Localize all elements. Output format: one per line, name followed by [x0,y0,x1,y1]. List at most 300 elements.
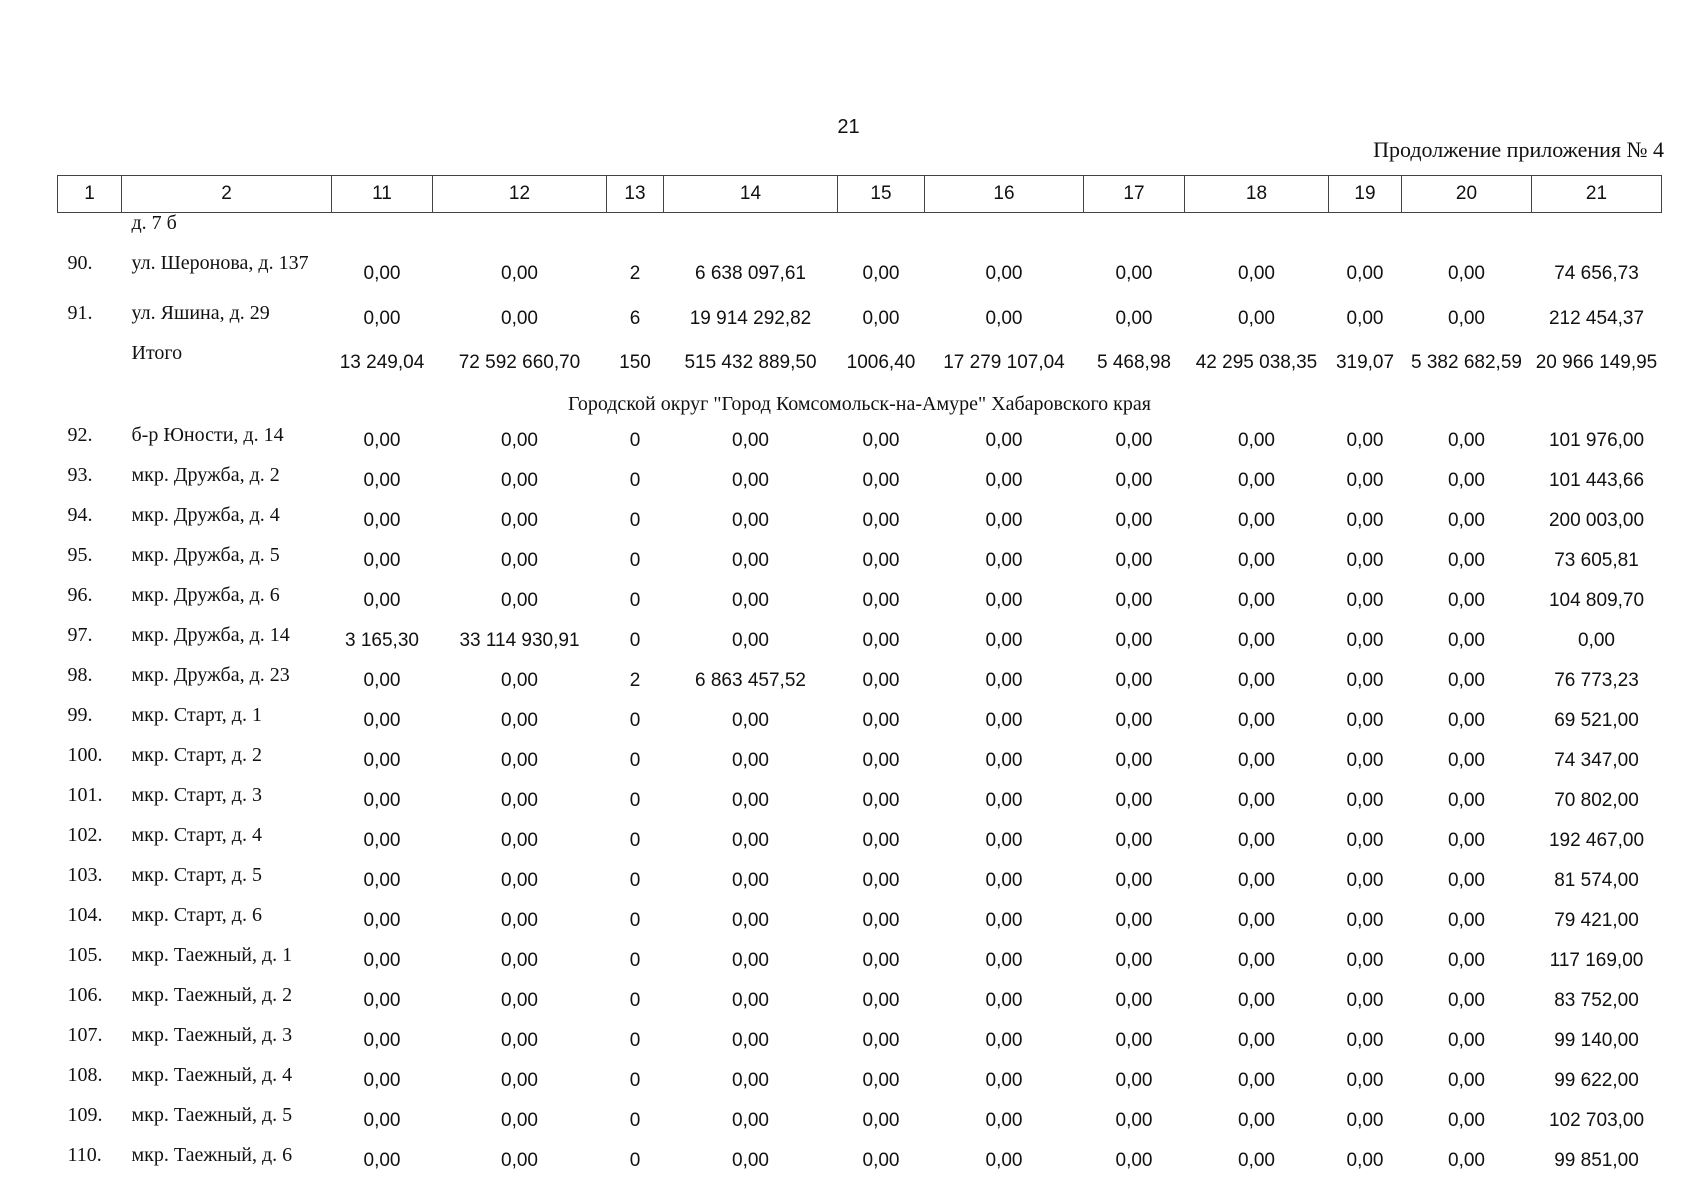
header-row [58,176,1662,213]
value-cell: 0,00 [1238,263,1275,284]
value-cell: 0,00 [501,750,538,771]
value-cell: 6 863 457,52 [695,670,806,691]
value-cell: 0,00 [732,1030,769,1051]
table-row [58,701,1662,741]
value-cell: 0,00 [1346,750,1384,771]
value-cell: 0,00 [501,590,538,611]
value-cell: 0,00 [1115,1070,1153,1091]
row-number-cell: 93. [67,464,93,486]
value-cell: 0,00 [1448,510,1485,531]
value-cell: 0,00 [862,790,900,811]
row-number-cell: 109. [67,1104,103,1126]
value-cell: 0,00 [363,1150,401,1171]
value-cell [664,213,838,250]
value-cell: 79 421,00 [1554,910,1639,931]
value-cell: 0,00 [363,1030,401,1051]
total-value-cell: 72 592 660,70 [458,352,581,373]
value-cell [925,213,1084,250]
address-cell: мкр. Таежный, д. 2 [131,984,293,1006]
value-cell: 0,00 [732,430,769,451]
value-cell: 99 140,00 [1554,1030,1639,1051]
value-cell: 0,00 [1448,790,1485,811]
value-cell: 0 [629,1030,641,1051]
column-header: 1 [58,176,122,213]
value-cell: 0,00 [1346,263,1384,284]
table-row [58,741,1662,781]
value-cell: 0 [629,710,641,731]
value-cell: 0,00 [363,590,401,611]
address-cell: мкр. Старт, д. 3 [131,784,262,806]
row-number-cell: 108. [67,1064,103,1086]
value-cell: 0,00 [501,870,538,891]
total-value-cell: 150 [619,352,651,373]
value-cell: 0,00 [363,870,401,891]
column-header: 2 [122,176,332,213]
value-cell: 0,00 [862,430,900,451]
value-cell: 0,00 [862,470,900,491]
value-cell: 0,00 [732,1070,769,1091]
value-cell: 0,00 [501,910,538,931]
value-cell: 0,00 [1115,870,1153,891]
value-cell: 0,00 [1115,430,1153,451]
value-cell: 0 [629,630,641,651]
value-cell [1329,213,1402,250]
value-cell: 0,00 [985,470,1023,491]
value-cell: 0,00 [1448,1110,1485,1131]
value-cell: 33 114 930,91 [459,630,580,651]
row-number-cell: 98. [67,664,93,686]
value-cell: 0,00 [501,830,538,851]
value-cell: 101 443,66 [1548,470,1645,491]
value-cell: 0,00 [1115,263,1153,284]
value-cell: 0,00 [732,710,769,731]
value-cell: 0,00 [1115,1150,1153,1171]
value-cell: 99 851,00 [1554,1150,1639,1171]
value-cell: 0 [629,1070,641,1091]
table-row [58,821,1662,861]
value-cell: 0,00 [1115,510,1153,531]
table-row [58,661,1662,701]
value-cell: 3 165,30 [345,630,419,651]
value-cell: 0,00 [501,790,538,811]
value-cell: 0,00 [862,263,900,284]
total-value-cell: 5 468,98 [1097,352,1171,373]
value-cell: 0,00 [1238,630,1275,651]
address-cell: б-р Юности, д. 14 [131,424,284,446]
column-header: 15 [838,176,925,213]
value-cell: 0,00 [1448,430,1485,451]
address-cell: мкр. Таежный, д. 6 [131,1144,293,1166]
value-cell: 0,00 [985,1030,1023,1051]
value-cell: 0,00 [1448,263,1485,284]
value-cell: 0,00 [501,710,538,731]
value-cell: 0,00 [732,750,769,771]
value-cell: 0,00 [501,1150,538,1171]
value-cell: 0,00 [1346,790,1384,811]
row-number-cell: 101. [67,784,103,806]
value-cell: 0,00 [985,430,1023,451]
table-row [58,941,1662,981]
value-cell: 0,00 [363,830,401,851]
value-cell: 0,00 [1238,550,1275,571]
row-number-cell: 104. [67,904,103,926]
value-cell: 0,00 [732,590,769,611]
value-cell: 212 454,37 [1548,308,1645,329]
value-cell: 0,00 [732,550,769,571]
value-cell: 0,00 [862,870,900,891]
value-cell: 0,00 [363,1070,401,1091]
row-number-cell: 92. [67,424,93,446]
value-cell: 0,00 [1115,1030,1153,1051]
value-cell: 0,00 [1115,830,1153,851]
total-label: Итого [131,342,183,364]
value-cell: 0,00 [1346,630,1384,651]
row-number-cell: 100. [67,744,103,766]
value-cell: 0,00 [985,590,1023,611]
value-cell: 0,00 [1448,470,1485,491]
value-cell: 0,00 [501,510,538,531]
value-cell: 104 809,70 [1548,590,1645,611]
table-row [58,861,1662,901]
value-cell: 0,00 [501,550,538,571]
value-cell: 74 347,00 [1554,750,1639,771]
value-cell: 0 [629,910,641,931]
value-cell: 0,00 [1115,470,1153,491]
value-cell [433,213,607,250]
value-cell: 0,00 [1115,630,1153,651]
table-row [58,421,1662,461]
value-cell: 0,00 [1448,910,1485,931]
value-cell: 0,00 [1448,670,1485,691]
value-cell: 0,00 [985,1150,1023,1171]
value-cell: 0,00 [1346,870,1384,891]
table-row [58,1101,1662,1141]
value-cell: 0,00 [862,1030,900,1051]
table-row [58,981,1662,1021]
value-cell: 0,00 [363,670,401,691]
column-header: 21 [1532,176,1662,213]
value-cell: 0,00 [862,308,900,329]
value-cell: 0,00 [1578,630,1615,651]
value-cell: 0,00 [1238,1070,1275,1091]
value-cell: 0,00 [985,550,1023,571]
carry-over-row [58,213,1662,250]
table-row [58,781,1662,821]
value-cell: 0,00 [985,710,1023,731]
value-cell: 0,00 [1238,670,1275,691]
value-cell: 0,00 [1238,1110,1275,1131]
value-cell: 0,00 [1238,1150,1275,1171]
value-cell: 0,00 [1346,510,1384,531]
value-cell: 0 [629,1110,641,1131]
address-cell: мкр. Дружба, д. 14 [131,624,290,646]
value-cell: 0,00 [1115,550,1153,571]
value-cell: 0,00 [1346,670,1384,691]
value-cell: 0,00 [1346,550,1384,571]
value-cell: 0 [629,950,641,971]
column-header: 18 [1185,176,1329,213]
value-cell: 0,00 [1238,910,1275,931]
value-cell: 0,00 [1346,1110,1384,1131]
value-cell: 0,00 [501,308,538,329]
column-header: 12 [433,176,607,213]
value-cell: 0,00 [1448,710,1485,731]
value-cell: 0,00 [1238,950,1275,971]
value-cell: 0,00 [985,670,1023,691]
value-cell: 0,00 [501,1070,538,1091]
value-cell: 0,00 [1115,750,1153,771]
address-cell: ул. Шеронова, д. 137 [131,252,309,274]
value-cell: 73 605,81 [1554,550,1639,571]
address-cell: мкр. Старт, д. 2 [131,744,262,766]
value-cell: 0,00 [862,950,900,971]
value-cell: 0,00 [363,510,401,531]
value-cell: 0,00 [363,1110,401,1131]
value-cell: 0,00 [1346,990,1384,1011]
table-row [58,299,1662,339]
address-cell: ул. Яшина, д. 29 [131,302,270,324]
value-cell: 0 [629,1150,641,1171]
value-cell: 0,00 [363,308,401,329]
value-cell: 0,00 [732,950,769,971]
value-cell: 0,00 [862,1070,900,1091]
value-cell: 0,00 [501,1030,538,1051]
value-cell: 0,00 [1238,750,1275,771]
value-cell [332,213,433,250]
address-cell: мкр. Старт, д. 4 [131,824,262,846]
value-cell: 0,00 [985,790,1023,811]
value-cell: 69 521,00 [1554,710,1639,731]
value-cell: 0,00 [1238,870,1275,891]
row-number-cell: 91. [67,302,93,324]
value-cell [1402,213,1532,250]
address-cell: мкр. Старт, д. 1 [131,704,262,726]
value-cell: 0,00 [862,830,900,851]
row-number-cell: 97. [67,624,93,646]
value-cell: 0 [629,510,641,531]
column-header: 19 [1329,176,1402,213]
row-number-cell: 110. [67,1144,102,1166]
value-cell: 0 [629,550,641,571]
value-cell: 0,00 [1448,1070,1485,1091]
address-cell: мкр. Дружба, д. 6 [131,584,280,606]
value-cell: 0,00 [985,750,1023,771]
address-cell: мкр. Дружба, д. 4 [131,504,280,526]
value-cell: 0,00 [1346,910,1384,931]
value-cell: 0,00 [1448,550,1485,571]
value-cell: 0,00 [862,990,900,1011]
address-cell: мкр. Старт, д. 6 [131,904,262,926]
value-cell: 0,00 [1238,990,1275,1011]
value-cell: 0,00 [985,990,1023,1011]
value-cell: 0,00 [985,510,1023,531]
value-cell: 6 638 097,61 [695,263,806,284]
value-cell: 0,00 [862,510,900,531]
value-cell: 0,00 [862,1150,900,1171]
value-cell: 70 802,00 [1554,790,1639,811]
value-cell: 0,00 [1448,750,1485,771]
row-number-cell: 99. [67,704,93,726]
value-cell: 0,00 [1238,430,1275,451]
table-row [58,901,1662,941]
table-row [58,1021,1662,1061]
value-cell: 0,00 [363,990,401,1011]
row-number-cell: 102. [67,824,103,846]
value-cell: 0,00 [1448,990,1485,1011]
value-cell: 0,00 [1448,1150,1485,1171]
total-value-cell: 17 279 107,04 [943,352,1065,373]
value-cell: 0,00 [732,630,769,651]
value-cell: 0,00 [1448,308,1485,329]
value-cell: 0,00 [732,1110,769,1131]
table-row [58,1141,1662,1181]
value-cell: 81 574,00 [1554,870,1639,891]
value-cell: 0,00 [985,950,1023,971]
value-cell: 6 [629,308,641,329]
address-cell: мкр. Таежный, д. 1 [131,944,293,966]
value-cell: 0,00 [363,550,401,571]
value-cell: 0,00 [1346,308,1384,329]
value-cell: 0,00 [1448,1030,1485,1051]
value-cell: 0,00 [501,430,538,451]
value-cell: 83 752,00 [1554,990,1639,1011]
table-row [58,621,1662,661]
table-row [58,501,1662,541]
value-cell: 0,00 [1115,308,1153,329]
value-cell: 0,00 [985,630,1023,651]
value-cell: 0,00 [1115,950,1153,971]
value-cell: 0,00 [1238,308,1275,329]
row-number-cell: 96. [67,584,93,606]
column-header: 11 [332,176,433,213]
value-cell: 0,00 [1346,1030,1384,1051]
value-cell: 0 [629,830,641,851]
value-cell: 0,00 [1346,1070,1384,1091]
row-number-cell: 106. [67,984,103,1006]
value-cell: 0 [629,790,641,811]
table-body [58,213,1662,1182]
value-cell: 0,00 [1448,830,1485,851]
table-row [58,1061,1662,1101]
column-header: 16 [925,176,1084,213]
total-value-cell: 515 432 889,50 [684,352,817,373]
total-value-cell: 42 295 038,35 [1195,352,1318,373]
value-cell: 0,00 [732,990,769,1011]
value-cell: 0,00 [1448,950,1485,971]
value-cell: 0,00 [363,470,401,491]
address-cell: мкр. Дружба, д. 23 [131,664,290,686]
value-cell: 0,00 [1115,710,1153,731]
row-number-cell: 90. [67,252,93,274]
value-cell: 0,00 [1346,710,1384,731]
value-cell: 0,00 [363,950,401,971]
value-cell: 0,00 [1238,510,1275,531]
value-cell: 102 703,00 [1548,1110,1645,1131]
value-cell [1084,213,1185,250]
value-cell: 200 003,00 [1548,510,1645,531]
value-cell: 0,00 [732,470,769,491]
value-cell: 0,00 [363,263,401,284]
value-cell: 0,00 [1115,790,1153,811]
value-cell: 0,00 [985,308,1023,329]
table-row [58,249,1662,299]
column-header: 14 [664,176,838,213]
value-cell: 0,00 [501,263,538,284]
column-header: 17 [1084,176,1185,213]
value-cell: 0,00 [1115,990,1153,1011]
address-cell: мкр. Таежный, д. 3 [131,1024,293,1046]
column-header: 13 [607,176,664,213]
row-number-cell: 94. [67,504,93,526]
value-cell: 0,00 [1238,590,1275,611]
value-cell: 0,00 [1115,1110,1153,1131]
table-row [58,541,1662,581]
value-cell: 0,00 [862,750,900,771]
table-row [58,581,1662,621]
value-cell: 0,00 [363,710,401,731]
address-cell: мкр. Таежный, д. 4 [131,1064,293,1086]
value-cell: 0,00 [862,550,900,571]
value-cell: 0,00 [985,910,1023,931]
value-cell: 0,00 [985,830,1023,851]
total-value-cell: 20 966 149,95 [1535,352,1658,373]
total-value-cell: 319,07 [1335,352,1395,373]
value-cell: 0,00 [1448,630,1485,651]
value-cell: 0,00 [1346,1150,1384,1171]
value-cell: 0,00 [363,750,401,771]
value-cell: 117 169,00 [1549,950,1644,971]
value-cell: 0,00 [862,910,900,931]
value-cell: 0,00 [862,1110,900,1131]
value-cell: 0,00 [363,430,401,451]
value-cell: 0,00 [732,830,769,851]
value-cell: 0,00 [862,670,900,691]
total-row [58,339,1662,387]
value-cell: 0,00 [501,1110,538,1131]
row-number-cell [58,213,122,250]
value-cell: 0,00 [363,790,401,811]
data-table [57,175,1662,1181]
value-cell: 0 [629,870,641,891]
value-cell: 19 914 292,82 [689,308,812,329]
value-cell: 0,00 [1238,830,1275,851]
value-cell: 0,00 [732,510,769,531]
address-cell: д. 7 б [131,212,177,234]
value-cell: 2 [629,263,641,284]
value-cell: 0,00 [1238,1030,1275,1051]
value-cell: 0,00 [985,1070,1023,1091]
address-cell: мкр. Дружба, д. 2 [131,464,280,486]
value-cell: 0,00 [862,630,900,651]
value-cell: 0,00 [1346,590,1384,611]
value-cell: 0,00 [1238,710,1275,731]
value-cell [838,213,925,250]
address-cell: мкр. Старт, д. 5 [131,864,262,886]
value-cell: 0,00 [1448,590,1485,611]
value-cell: 0,00 [1115,590,1153,611]
total-value-cell: 5 382 682,59 [1411,352,1522,373]
value-cell: 192 467,00 [1548,830,1645,851]
value-cell: 0,00 [985,1110,1023,1131]
value-cell: 0,00 [1238,470,1275,491]
value-cell: 0,00 [862,590,900,611]
value-cell: 0 [629,590,641,611]
value-cell: 0 [629,430,641,451]
total-value-cell: 13 249,04 [339,352,425,373]
row-number-cell: 107. [67,1024,103,1046]
value-cell: 0 [629,470,641,491]
value-cell: 99 622,00 [1554,1070,1639,1091]
